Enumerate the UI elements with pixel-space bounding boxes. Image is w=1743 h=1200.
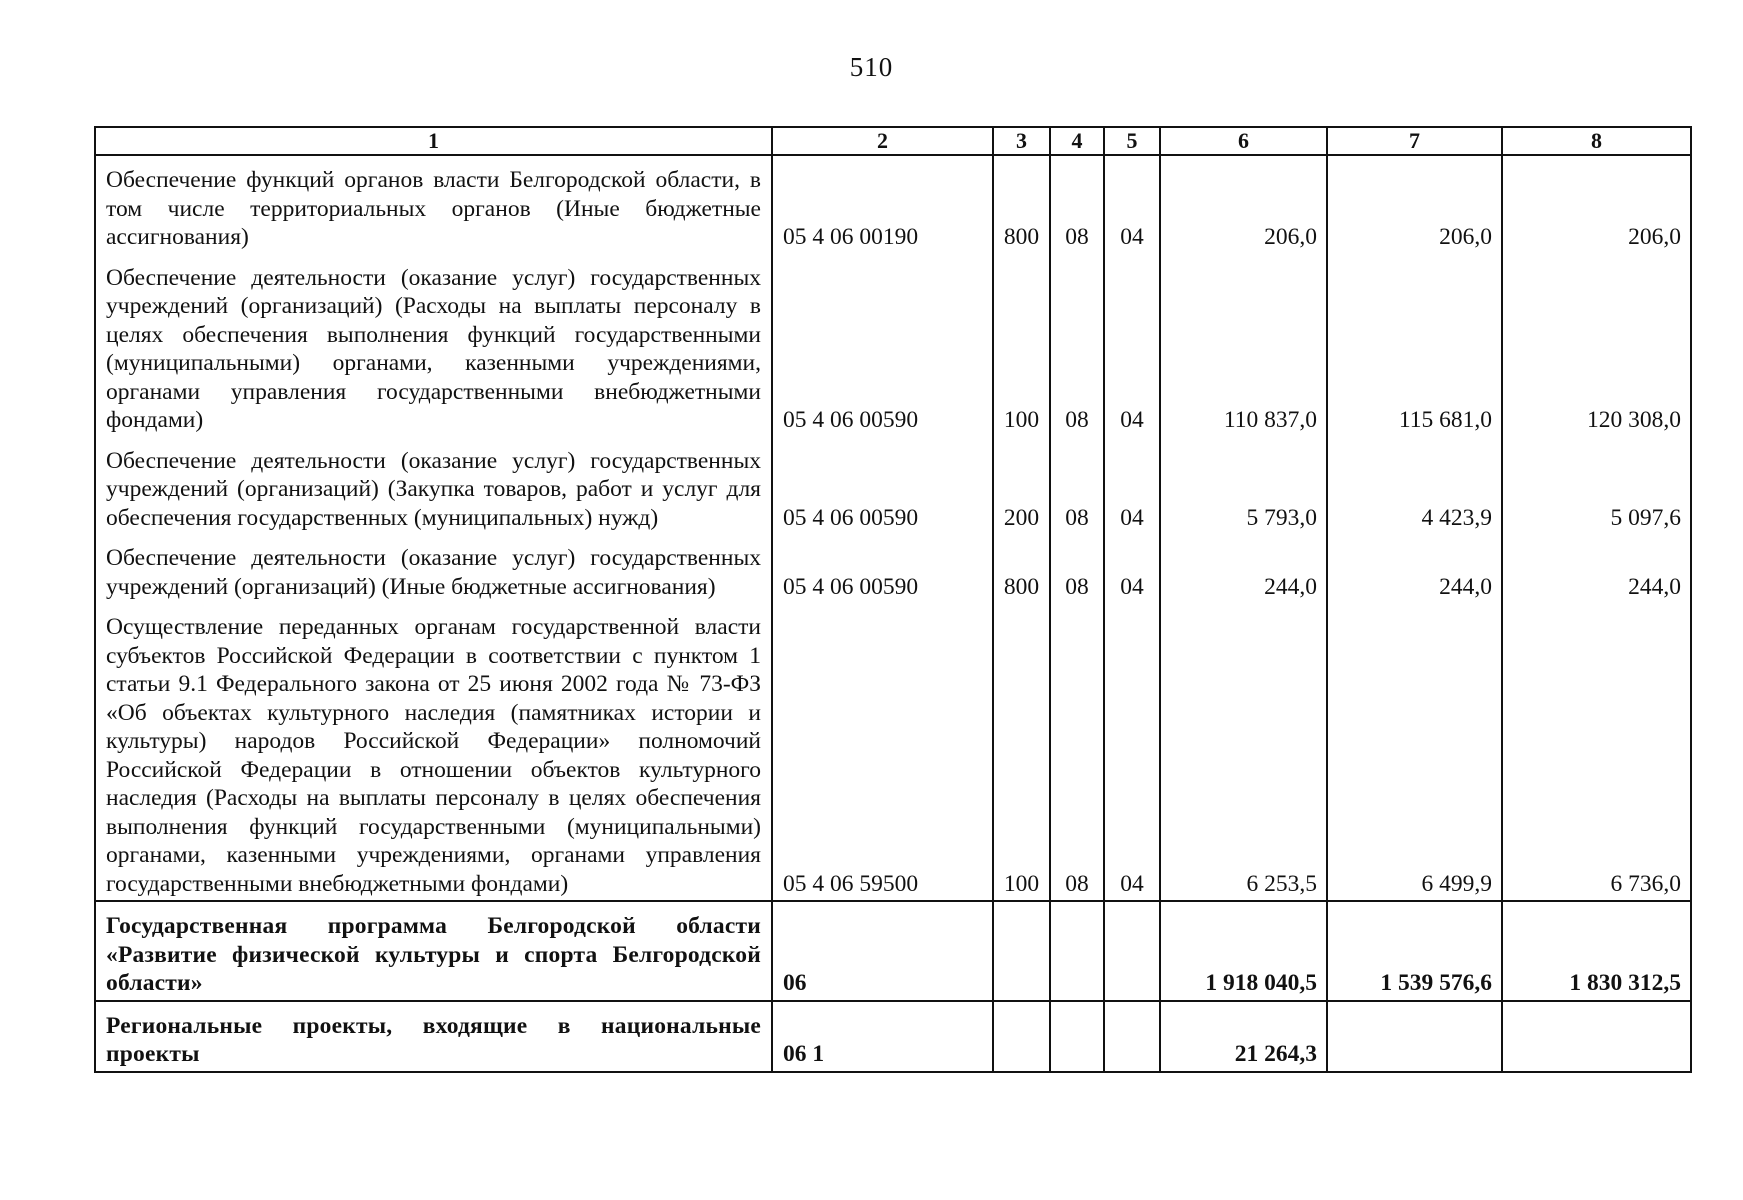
row-year3: 1 830 312,5 <box>1502 901 1691 1001</box>
column-header: 5 <box>1104 127 1160 155</box>
row-rz: 08 <box>1050 254 1104 437</box>
row-vr <box>993 901 1050 1001</box>
row-pr: 04 <box>1104 155 1160 254</box>
row-rz: 08 <box>1050 437 1104 535</box>
budget-table <box>94 126 1692 1073</box>
row-rz: 08 <box>1050 603 1104 901</box>
row-vr <box>993 1001 1050 1072</box>
row-year2: 244,0 <box>1327 534 1502 603</box>
row-pr <box>1104 1001 1160 1072</box>
row-rz <box>1050 901 1104 1001</box>
row-name: Обеспечение деятельности (оказание услуг) государственных учреждений (организаций) (Закупка товаров, работ и услуг для обеспечения государственных (муниципальных) нужд) <box>95 437 772 535</box>
row-name: Обеспечение функций органов власти Белгородской области, в том числе территориальных органов (Иные бюджетные ассигнования) <box>95 155 772 254</box>
row-year2: 4 423,9 <box>1327 437 1502 535</box>
row-year1: 206,0 <box>1160 155 1327 254</box>
table-header-row <box>95 127 1691 155</box>
column-header: 1 <box>95 127 772 155</box>
table-row-subprogram <box>95 1001 1691 1072</box>
row-code: 05 4 06 00590 <box>772 254 993 437</box>
row-name: Региональные проекты, входящие в национальные проекты <box>95 1001 772 1072</box>
row-year1: 1 918 040,5 <box>1160 901 1327 1001</box>
row-year2: 115 681,0 <box>1327 254 1502 437</box>
row-name: Государственная программа Белгородской области «Развитие физической культуры и спорта Белгородской области» <box>95 901 772 1001</box>
row-rz: 08 <box>1050 155 1104 254</box>
row-name: Обеспечение деятельности (оказание услуг) государственных учреждений (организаций) (Расходы на выплаты персоналу в целях обеспечения выполнения функций государственными (муниципальными) органами, казенными учреждениями, органами управления государственными внебюджетными фондами) <box>95 254 772 437</box>
row-code: 05 4 06 59500 <box>772 603 993 901</box>
row-pr: 04 <box>1104 254 1160 437</box>
row-year2: 206,0 <box>1327 155 1502 254</box>
row-year1: 21 264,3 <box>1160 1001 1327 1072</box>
row-year1: 110 837,0 <box>1160 254 1327 437</box>
column-header: 8 <box>1502 127 1691 155</box>
row-year3: 244,0 <box>1502 534 1691 603</box>
table-row <box>95 534 1691 603</box>
row-year2: 1 539 576,6 <box>1327 901 1502 1001</box>
row-year1: 6 253,5 <box>1160 603 1327 901</box>
row-year3 <box>1502 1001 1691 1072</box>
row-code: 06 1 <box>772 1001 993 1072</box>
table-row <box>95 254 1691 437</box>
column-header: 3 <box>993 127 1050 155</box>
row-year1: 5 793,0 <box>1160 437 1327 535</box>
column-header: 6 <box>1160 127 1327 155</box>
row-vr: 200 <box>993 437 1050 535</box>
row-name: Обеспечение деятельности (оказание услуг) государственных учреждений (организаций) (Иные бюджетные ассигнования) <box>95 534 772 603</box>
row-year3: 6 736,0 <box>1502 603 1691 901</box>
row-name: Осуществление переданных органам государственной власти субъектов Российской Федерации в соответствии с пунктом 1 статьи 9.1 Федерального закона от 25 июня 2002 года № 73-ФЗ «Об объектах культурного наследия (памятниках истории и культуры) народов Российской Федерации» полномочий Российской Федерации в отношении объектов культурного наследия (Расходы на выплаты персоналу в целях обеспечения выполнения функций государственными (муниципальными) органами, казенными учреждениями, органами управления государственными внебюджетными фондами) <box>95 603 772 901</box>
column-header: 2 <box>772 127 993 155</box>
row-rz <box>1050 1001 1104 1072</box>
row-code: 05 4 06 00590 <box>772 534 993 603</box>
row-year2: 6 499,9 <box>1327 603 1502 901</box>
row-vr: 800 <box>993 534 1050 603</box>
row-pr: 04 <box>1104 437 1160 535</box>
row-vr: 100 <box>993 603 1050 901</box>
row-year3: 120 308,0 <box>1502 254 1691 437</box>
row-rz: 08 <box>1050 534 1104 603</box>
row-pr: 04 <box>1104 603 1160 901</box>
table-row <box>95 603 1691 901</box>
page-number: 510 <box>849 52 894 82</box>
row-code: 05 4 06 00590 <box>772 437 993 535</box>
row-year1: 244,0 <box>1160 534 1327 603</box>
table-row <box>95 437 1691 535</box>
table-row <box>95 155 1691 254</box>
row-vr: 800 <box>993 155 1050 254</box>
row-year3: 206,0 <box>1502 155 1691 254</box>
row-vr: 100 <box>993 254 1050 437</box>
row-pr: 04 <box>1104 534 1160 603</box>
table-row-program <box>95 901 1691 1001</box>
row-pr <box>1104 901 1160 1001</box>
row-code: 05 4 06 00190 <box>772 155 993 254</box>
row-year3: 5 097,6 <box>1502 437 1691 535</box>
row-code: 06 <box>772 901 993 1001</box>
column-header: 7 <box>1327 127 1502 155</box>
column-header: 4 <box>1050 127 1104 155</box>
row-year2 <box>1327 1001 1502 1072</box>
